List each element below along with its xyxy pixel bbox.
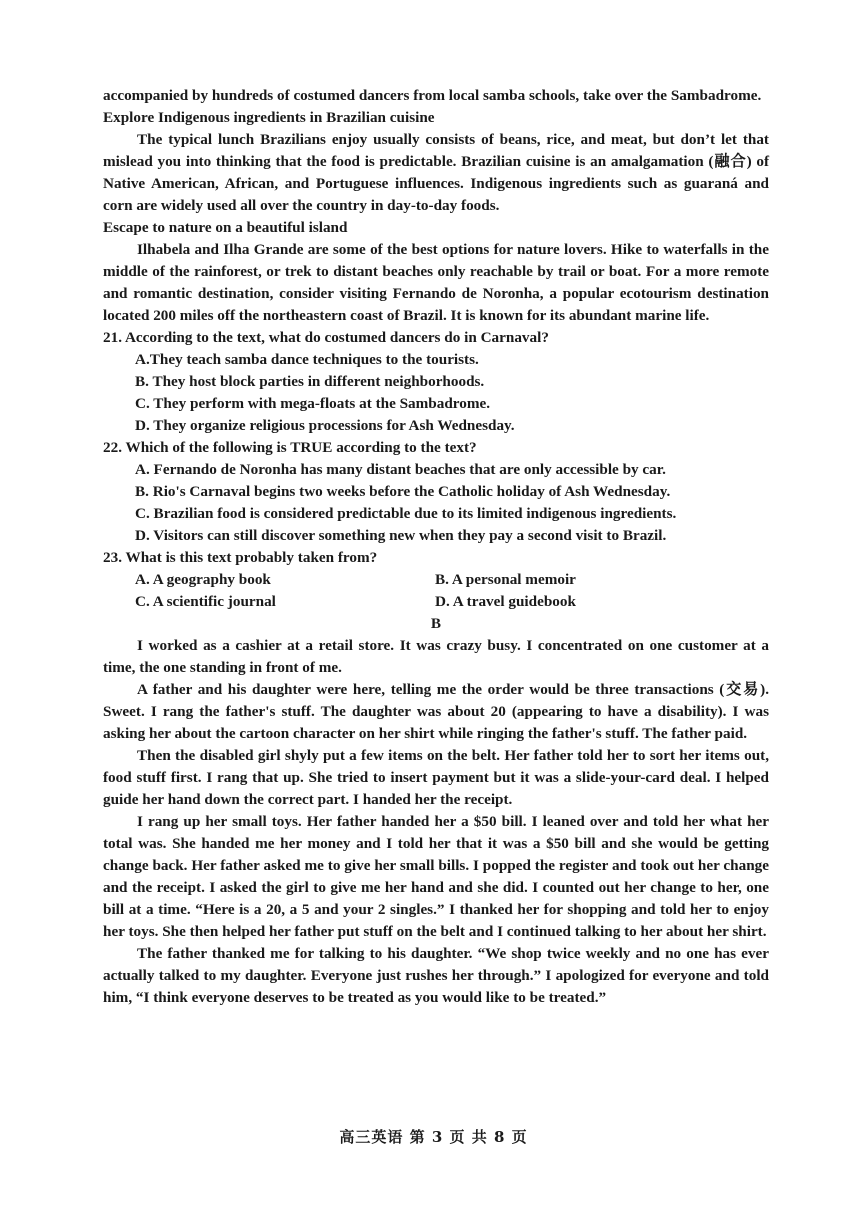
option-a: A.They teach samba dance techniques to the tourists.: [135, 351, 479, 368]
option-b: B. They host block parties in different neighborhoods.: [135, 373, 485, 390]
question-stem: 23. What is this text probably taken from?: [103, 549, 378, 566]
question-stem: 21. According to the text, what do costumed dancers do in Carnaval?: [103, 329, 549, 346]
page-content: [103, 85, 769, 1009]
option-d: D. They organize religious processions for Ash Wednesday.: [135, 417, 515, 434]
question-stem: 22. Which of the following is TRUE according to the text?: [103, 439, 477, 456]
option-d: D. Visitors can still discover something new when they pay a second visit to Brazil.: [135, 527, 667, 544]
options-grid: [135, 569, 769, 613]
option-b: B. Rio's Carnaval begins two weeks before the Catholic holiday of Ash Wednesday.: [135, 483, 671, 500]
passage-b-paragraph-2: A father and his daughter were here, telling me the order would be three transactions (交易). Sweet. I rang the father's stuff. The daughter was about 20 (appearing to have a disability). I was asking her about the cartoon character on her shirt while ringing the father's stuff. The father paid.: [103, 681, 769, 742]
question-23: [103, 547, 769, 613]
option-b: B. A personal memoir: [435, 571, 576, 588]
passage-b-paragraph-1: I worked as a cashier at a retail store. It was crazy busy. I concentrated on one customer at a time, the one standing in front of me.: [103, 637, 769, 676]
option-d: D. A travel guidebook: [435, 593, 576, 610]
passage-b-paragraph-3: Then the disabled girl shyly put a few items on the belt. Her father told her to sort her items out, food stuff first. I rang that up. She tried to insert payment but it was a slide-your-card deal. I helped guide her hand down the correct part. I handed her the receipt.: [103, 747, 769, 808]
passage-b-paragraph-5: The father thanked me for talking to his daughter. “We shop twice weekly and no one has ever actually talked to my daughter. Everyone just rushes her through.” I apologized for everyone and told him, “I think everyone deserves to be treated as you would like to be treated.”: [103, 945, 769, 1006]
heading-island: Escape to nature on a beautiful island: [103, 219, 348, 236]
heading-indigenous: Explore Indigenous ingredients in Brazilian cuisine: [103, 109, 435, 126]
option-c: C. Brazilian food is considered predictable due to its limited indigenous ingredients.: [135, 505, 677, 522]
option-c: C. A scientific journal: [135, 593, 276, 610]
question-21: [103, 327, 769, 437]
option-c: C. They perform with mega-floats at the Sambadrome.: [135, 395, 491, 412]
option-a: A. Fernando de Noronha has many distant beaches that are only accessible by car.: [135, 461, 666, 478]
option-a: A. A geography book: [135, 571, 271, 588]
question-22: [103, 437, 769, 547]
paragraph-indigenous: The typical lunch Brazilians enjoy usually consists of beans, rice, and meat, but don’t let that mislead you into thinking that the food is predictable. Brazilian cuisine is an amalgamation (融合) of Native American, African, and Portuguese influences. Indigenous ingredients such as guaraná and corn are widely used all over the country in day-to-day foods.: [103, 131, 769, 214]
passage-b-paragraph-4: I rang up her small toys. Her father handed her a $50 bill. I leaned over and told her what her total was. She handed me her money and I told her that it was a $50 bill and she would be getting change back. Her father asked me to give her small bills. I popped the register and took out her change and the receipt. I asked the girl to give me her hand and she did. I counted out her change to her, one bill at a time. “Here is a 20, a 5 and your 2 singles.” I thanked her for shopping and told her to enjoy her toys. She then helped her father put stuff on the belt and I continued talking to her about her shirt.: [103, 813, 769, 940]
carnaval-paragraph-end: accompanied by hundreds of costumed dancers from local samba schools, take over the Sambadrome.: [103, 87, 762, 104]
paragraph-island: Ilhabela and Ilha Grande are some of the best options for nature lovers. Hike to waterfalls in the middle of the rainforest, or trek to distant beaches only reachable by trail or boat. For a more remote and romantic destination, consider visiting Fernando de Noronha, a popular ecotourism destination located 200 miles off the northeastern coast of Brazil. It is known for its abundant marine life.: [103, 241, 769, 324]
section-b-label: B: [430, 615, 442, 632]
page-footer: 高三英语 第 3 页 共 8 页: [339, 1128, 528, 1146]
